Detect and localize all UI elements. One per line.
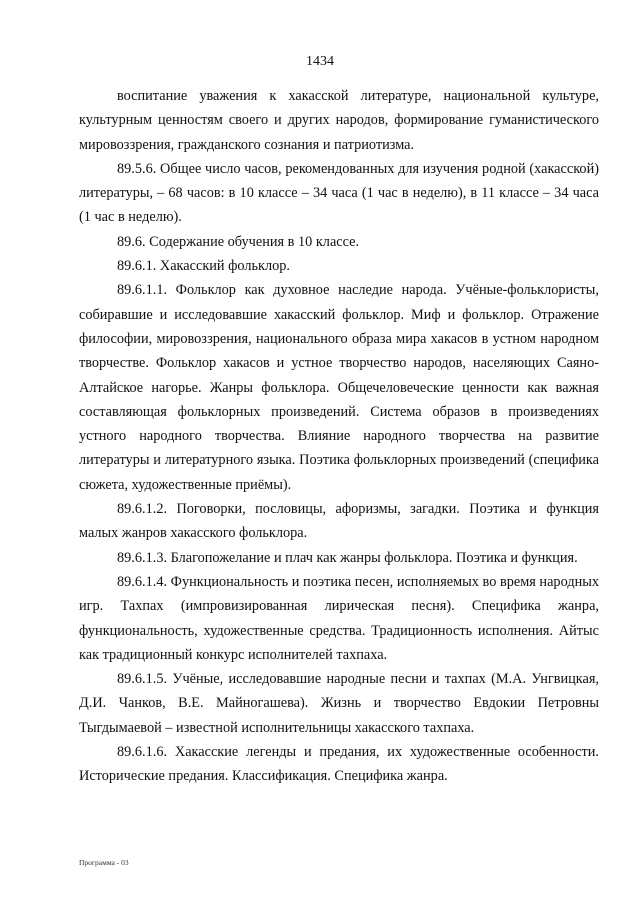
page-number: 1434 [306,54,334,69]
paragraph-8: 89.6.1.4. Функциональность и поэтика песен, исполняемых во время народных игр. Тахпах (импровизированная лирическая песня). Специфика жанра, функциональность, художественные средства. Традиционность исполнения. Айтыс как традиционный конкурс исполнителей тахпаха. [79,573,599,663]
paragraph-9: 89.6.1.5. Учёные, исследовавшие народные песни и тахпах (М.А. Унгвицкая, Д.И. Чанков, В.Е. Майногашева). Жизнь и творчество Евдокии Петровны Тыгдымаевой – известной исполнительницы хакасского тахпаха. [79,671,599,736]
document-body [79,84,599,789]
paragraph-4: 89.6.1. Хакасский фольклор. [117,258,290,275]
paragraph-3: 89.6. Содержание обучения в 10 классе. [117,233,360,250]
paragraph-2: 89.5.6. Общее число часов, рекомендованных для изучения родной (хакасской) литературы, – 68 часов: в 10 классе – 34 часа (1 час в неделю), в 11 классе – 34 часа (1 час в неделю). [79,160,599,226]
paragraph-10: 89.6.1.6. Хакасские легенды и предания, их художественные особенности. Исторические предания. Классификация. Специфика жанра. [79,744,599,785]
paragraph-5: 89.6.1.1. Фольклор как духовное наследие народа. Учёные-фольклористы, собиравшие и исследовавшие хакасский фольклор. Миф и фольклор. Отражение философии, мировоззрения, национального образа мира хакасов в устном народном творчестве. Фольклор хакасов и устное творчество народов, населяющих Саяно-Алтайское нагорье. Жанры фольклора. Общечеловеческие ценности как важная составляющая фольклорных произведений. Система образов в произведениях устного народного творчества. Влияние народного творчества на развитие литературы и литературного языка. Поэтика фольклорных произведений (специфика сюжета, художественные приёмы). [79,282,599,493]
paragraph-7: 89.6.1.3. Благопожелание и плач как жанры фольклора. Поэтика и функция. [117,549,578,566]
paragraph-1: воспитание уважения к хакасской литературе, национальной культуре, культурным ценностям своего и других народов, формирование гуманистического мировоззрения, гражданского сознания и патриотизма. [79,88,599,153]
paragraph-6: 89.6.1.2. Поговорки, пословицы, афоризмы, загадки. Поэтика и функция малых жанров хакасского фольклора. [79,501,599,542]
footer-label: Программа - 03 [79,858,129,867]
